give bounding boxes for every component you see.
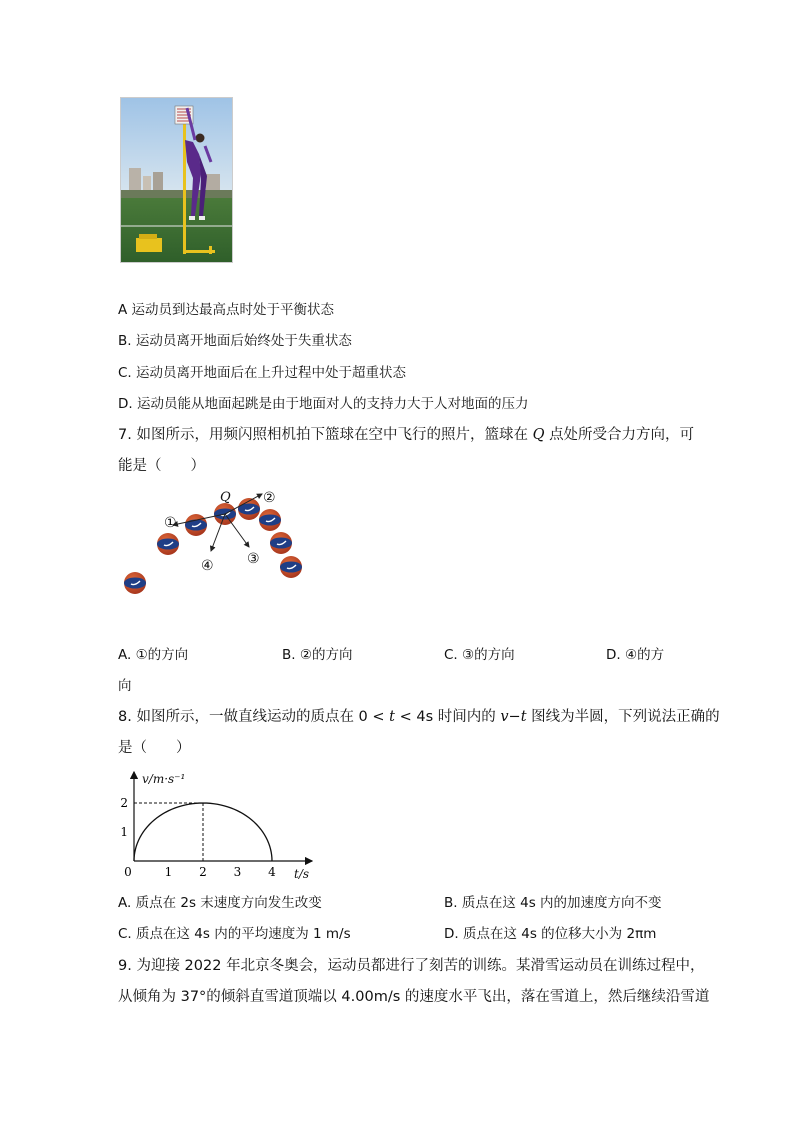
fig-label-3: ③: [247, 551, 260, 567]
q7-stem-text: 7. 如图所示，用频闪照相机拍下篮球在空中飞行的照片，篮球在: [118, 427, 528, 443]
fig-label-2: ②: [263, 490, 276, 506]
q7-option-c: C. ③的方向: [444, 647, 515, 663]
fig-label-4: ④: [201, 558, 214, 574]
q8-t: t: [389, 709, 395, 725]
athlete-jump-photo: [120, 97, 233, 263]
q8-option-c: C. 质点在这 4s 内的平均速度为 1 m/s: [118, 926, 351, 942]
q9-stem-line2: 从倾角为 37°的倾斜直雪道顶端以 4.00m/s 的速度水平飞出，落在雪道上，然后继续沿雪道: [118, 989, 710, 1005]
q7-option-a: A. ①的方向: [118, 647, 189, 663]
q8-stem-line2: 是（ ）: [118, 740, 191, 756]
q8-stem-a: 8. 如图所示，一做直线运动的质点在 0 <: [118, 709, 385, 725]
q7-option-d: D. ④的方: [606, 647, 665, 663]
q9-stem-line1: 9. 为迎接 2022 年北京冬奥会，运动员都进行了刻苦的训练。某滑雪运动员在训练过程中，: [118, 958, 705, 974]
q8-option-d: D. 质点在这 4s 的位移大小为 2πm: [444, 926, 657, 942]
x-tick-label: 2: [199, 865, 207, 879]
semicircle-curve: [134, 803, 272, 861]
q7-stem-line2: 能是（ ）: [118, 458, 205, 474]
q8-option-b: B. 质点在这 4s 内的加速度方向不变: [444, 895, 662, 911]
q7-point-q: Q: [532, 427, 545, 443]
basketball-trajectory-figure: [118, 485, 318, 600]
y-axis-label: v/m·s⁻¹: [142, 772, 186, 786]
q7-option-d-wrap: 向: [118, 678, 132, 694]
q8-stem-b: < 4s 时间内的: [399, 709, 496, 725]
x-tick-label: 0: [124, 865, 132, 879]
q6-option-d: D. 运动员能从地面起跳是由于地面对人的支持力大于人对地面的压力: [118, 396, 529, 412]
q8-stem-c: 图线为半圆，下列说法正确的: [531, 709, 720, 725]
q6-option-b: B. 运动员离开地面后始终处于失重状态: [118, 333, 352, 349]
q8-stem-line1: [118, 706, 720, 728]
q6-option-a: A 运动员到达最高点时处于平衡状态: [118, 302, 335, 318]
q7-stem-line1: [118, 424, 694, 446]
x-tick-label: 3: [233, 865, 242, 879]
fig-label-q: Q: [220, 490, 231, 505]
q7-stem-tail: 点处所受合力方向，可: [549, 427, 695, 443]
x-tick-label: 1: [164, 865, 173, 879]
x-axis-label: t/s: [294, 867, 310, 881]
q8-vt: v−t: [500, 709, 527, 725]
y-tick-label: 1: [120, 825, 128, 839]
q8-option-a: A. 质点在 2s 末速度方向发生改变: [118, 895, 322, 911]
q6-option-c: C. 运动员离开地面后在上升过程中处于超重状态: [118, 365, 407, 381]
y-tick-label: 2: [120, 796, 128, 810]
q7-option-b: B. ②的方向: [282, 647, 353, 663]
fig-label-1: ①: [164, 515, 177, 531]
vt-chart: [118, 766, 318, 881]
x-tick-label: 4: [268, 865, 276, 879]
